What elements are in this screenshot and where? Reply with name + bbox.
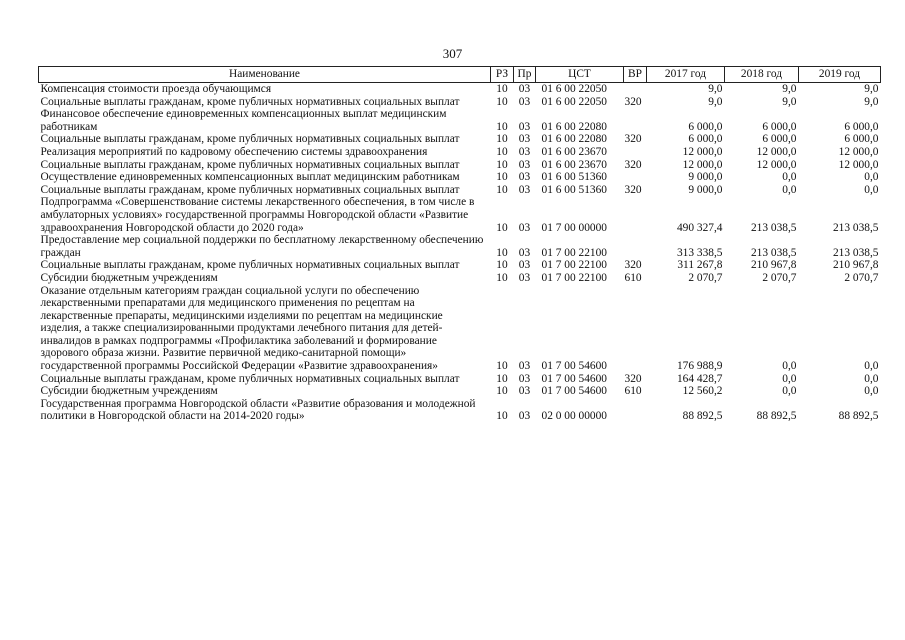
- cell-pr: 03: [518, 259, 531, 272]
- cell-rz: 10: [496, 246, 508, 259]
- cell-cst: 01 6 00 22050: [541, 83, 607, 95]
- cell-rz: 10: [496, 410, 508, 423]
- cell-cst: 01 7 00 54600: [541, 385, 607, 398]
- header-rz: РЗ: [491, 67, 514, 83]
- table-row: [39, 398, 881, 423]
- cell-vr: 320: [624, 259, 642, 272]
- cell-2019: 12 000,0: [838, 145, 879, 158]
- cell-rz: 10: [496, 145, 508, 158]
- table-row: [39, 171, 881, 184]
- cell-2017: 164 428,7: [676, 372, 723, 385]
- cell-rz: 10: [496, 271, 508, 284]
- cell-name: Социальные выплаты гражданам, кроме публичных нормативных социальных выплат: [40, 133, 460, 146]
- cell-vr: 610: [624, 385, 642, 398]
- table-row: [39, 159, 881, 172]
- cell-pr: 03: [518, 221, 531, 234]
- page-number: 307: [442, 46, 463, 61]
- cell-2017: 12 000,0: [682, 145, 723, 158]
- cell-2019: 0,0: [864, 171, 879, 184]
- cell-cst: 01 6 00 51360: [541, 171, 607, 184]
- cell-2019: 88 892,5: [838, 410, 879, 423]
- cell-name: Субсидии бюджетным учреждениям: [40, 271, 218, 284]
- cell-pr: 03: [518, 120, 531, 133]
- cell-cst: 01 7 00 54600: [541, 360, 607, 373]
- cell-2017: 9 000,0: [688, 183, 723, 196]
- cell-2017: 6 000,0: [688, 120, 723, 133]
- cell-pr: 03: [518, 271, 531, 284]
- header-name: Наименование: [39, 67, 491, 83]
- cell-cst: 01 7 00 22100: [541, 271, 607, 284]
- cell-vr: [624, 171, 647, 184]
- cell-2019: 210 967,8: [832, 259, 879, 272]
- cell-pr: 03: [518, 410, 531, 423]
- cell-2018: 12 000,0: [756, 145, 797, 158]
- cell-2017: 2 070,7: [688, 271, 723, 284]
- cell-rz: 10: [496, 183, 508, 196]
- header-2019: 2019 год: [799, 67, 881, 83]
- cell-2017: 12 000,0: [682, 158, 723, 171]
- cell-2018: 0,0: [782, 360, 797, 373]
- cell-2018: 0,0: [782, 372, 797, 385]
- cell-name: Социальные выплаты гражданам, кроме публичных нормативных социальных выплат: [40, 158, 460, 171]
- cell-rz: 10: [496, 360, 508, 373]
- table-body: [39, 83, 881, 424]
- cell-vr: 320: [624, 158, 642, 171]
- cell-2019: 213 038,5: [832, 246, 879, 259]
- cell-cst: 02 0 00 00000: [541, 410, 607, 423]
- table-row: [39, 272, 881, 285]
- cell-2017: 12 560,2: [682, 385, 723, 398]
- table-row: [39, 259, 881, 272]
- cell-pr: 03: [518, 133, 531, 146]
- cell-rz: 10: [496, 95, 508, 108]
- cell-2019: 2 070,7: [844, 271, 879, 284]
- cell-name: Подпрограмма «Совершенствование системы лекарственного обеспечения, в том числе в амбулаторных условиях» государственной программы Новгородской области «Развитие здравоохранения Новгородской области до 2020 года»: [40, 196, 475, 234]
- cell-2019: 213 038,5: [832, 221, 879, 234]
- cell-vr: 320: [624, 133, 642, 146]
- cell-rz: 10: [496, 259, 508, 272]
- table-row: [39, 108, 881, 133]
- cell-rz: 10: [496, 133, 508, 146]
- cell-name: Предоставление мер социальной поддержки по бесплатному лекарственному обеспечению граждан: [40, 234, 484, 259]
- cell-rz: 10: [496, 221, 508, 234]
- header-2018: 2018 год: [725, 67, 799, 83]
- cell-name: Социальные выплаты гражданам, кроме публичных нормативных социальных выплат: [40, 259, 460, 272]
- cell-name: Социальные выплаты гражданам, кроме публичных нормативных социальных выплат: [40, 183, 460, 196]
- cell-2017: 9,0: [708, 95, 723, 108]
- cell-2018: 0,0: [782, 183, 797, 196]
- cell-vr: 320: [624, 372, 642, 385]
- cell-rz: 10: [496, 83, 508, 95]
- cell-name: Реализация мероприятий по кадровому обеспечению системы здравоохранения: [40, 145, 428, 158]
- cell-pr: 03: [518, 372, 531, 385]
- cell-2017: 88 892,5: [682, 410, 723, 423]
- cell-vr: [624, 285, 647, 373]
- cell-2018: 9,0: [782, 83, 797, 95]
- table-row: [39, 83, 881, 96]
- cell-2019: 9,0: [864, 83, 879, 95]
- cell-rz: 10: [496, 120, 508, 133]
- cell-cst: 01 7 00 22100: [541, 246, 607, 259]
- cell-pr: 03: [518, 158, 531, 171]
- cell-2017: 9 000,0: [688, 171, 723, 184]
- cell-name: Оказание отдельным категориям граждан социальной услуги по обеспечению лекарственными препаратами для медицинского применения по рецептам на лекарственные препараты, медицинскими изделиями по рецептам на медицинские изделия, а также специализированными продуктами лечебного питания для детей-инвалидов в рамках подпрограммы «Профилактика заболеваний и формирование здорового образа жизни. Развитие первичной медико-санитарной помощи» государственной программы Российской Федерации «Развитие здравоохранения»: [40, 284, 443, 373]
- cell-2018: 0,0: [782, 171, 797, 184]
- cell-cst: 01 6 00 22050: [541, 95, 607, 108]
- header-vr: ВР: [624, 67, 647, 83]
- cell-cst: 01 6 00 23670: [541, 158, 607, 171]
- cell-2018: 210 967,8: [750, 259, 797, 272]
- cell-vr: [624, 146, 647, 159]
- cell-vr: 320: [624, 95, 642, 108]
- cell-2017: 9,0: [708, 83, 723, 95]
- cell-cst: 01 6 00 23670: [541, 145, 607, 158]
- table-row: [39, 196, 881, 234]
- cell-pr: 03: [518, 360, 531, 373]
- cell-2019: 6 000,0: [844, 133, 879, 146]
- cell-pr: 03: [518, 145, 531, 158]
- cell-vr: 610: [624, 271, 642, 284]
- cell-cst: 01 6 00 22080: [541, 120, 607, 133]
- cell-2019: 6 000,0: [844, 120, 879, 133]
- cell-rz: 10: [496, 385, 508, 398]
- header-pr: Пр: [514, 67, 536, 83]
- table-row: [39, 184, 881, 197]
- cell-rz: 10: [496, 171, 508, 184]
- cell-2018: 6 000,0: [762, 120, 797, 133]
- table-row: [39, 146, 881, 159]
- table-row: [39, 96, 881, 109]
- table-header-row: [39, 67, 881, 83]
- cell-2018: 2 070,7: [762, 271, 797, 284]
- cell-2018: 213 038,5: [750, 246, 797, 259]
- cell-pr: 03: [518, 246, 531, 259]
- cell-cst: 01 6 00 22080: [541, 133, 607, 146]
- cell-name: Государственная программа Новгородской области «Развитие образования и молодежной политики в Новгородской области на 2014-2020 годы»: [40, 397, 476, 423]
- cell-vr: [624, 83, 647, 96]
- cell-name: Компенсация стоимости проезда обучающимся: [40, 83, 272, 95]
- cell-vr: [624, 196, 647, 234]
- cell-2018: 6 000,0: [762, 133, 797, 146]
- cell-cst: 01 7 00 54600: [541, 372, 607, 385]
- header-cst: ЦСТ: [536, 67, 624, 83]
- cell-rz: 10: [496, 372, 508, 385]
- cell-2019: 0,0: [864, 183, 879, 196]
- cell-pr: 03: [518, 385, 531, 398]
- cell-2018: 88 892,5: [756, 410, 797, 423]
- cell-2019: 0,0: [864, 372, 879, 385]
- cell-2018: 0,0: [782, 385, 797, 398]
- cell-2018: 12 000,0: [756, 158, 797, 171]
- cell-name: Социальные выплаты гражданам, кроме публичных нормативных социальных выплат: [40, 372, 460, 385]
- table-row: [39, 385, 881, 398]
- cell-2019: 12 000,0: [838, 158, 879, 171]
- cell-pr: 03: [518, 183, 531, 196]
- cell-vr: [624, 234, 647, 259]
- table-row: [39, 285, 881, 373]
- cell-rz: 10: [496, 158, 508, 171]
- cell-name: Субсидии бюджетным учреждениям: [40, 385, 218, 398]
- cell-name: Финансовое обеспечение единовременных компенсационных выплат медицинским работникам: [40, 108, 447, 133]
- cell-2017: 311 267,8: [677, 259, 723, 272]
- cell-2018: 213 038,5: [750, 221, 797, 234]
- cell-name: Осуществление единовременных компенсационных выплат медицинским работникам: [40, 171, 460, 184]
- cell-2017: 313 338,5: [676, 246, 723, 259]
- cell-cst: 01 7 00 22100: [541, 259, 607, 272]
- cell-vr: [624, 398, 647, 423]
- cell-2017: 6 000,0: [688, 133, 723, 146]
- cell-pr: 03: [518, 95, 531, 108]
- header-2017: 2017 год: [647, 67, 725, 83]
- cell-2017: 176 988,9: [676, 360, 723, 373]
- cell-vr: 320: [624, 183, 642, 196]
- cell-2019: 0,0: [864, 385, 879, 398]
- cell-vr: [624, 108, 647, 133]
- budget-table: [38, 66, 881, 423]
- table-row: [39, 373, 881, 386]
- cell-pr: 03: [518, 83, 531, 95]
- cell-2019: 9,0: [864, 95, 879, 108]
- cell-2019: 0,0: [864, 360, 879, 373]
- table-row: [39, 234, 881, 259]
- cell-2017: 490 327,4: [676, 221, 723, 234]
- table-row: [39, 133, 881, 146]
- cell-cst: 01 6 00 51360: [541, 183, 607, 196]
- cell-pr: 03: [518, 171, 531, 184]
- cell-2018: 9,0: [782, 95, 797, 108]
- cell-cst: 01 7 00 00000: [541, 221, 607, 234]
- cell-name: Социальные выплаты гражданам, кроме публичных нормативных социальных выплат: [40, 95, 460, 108]
